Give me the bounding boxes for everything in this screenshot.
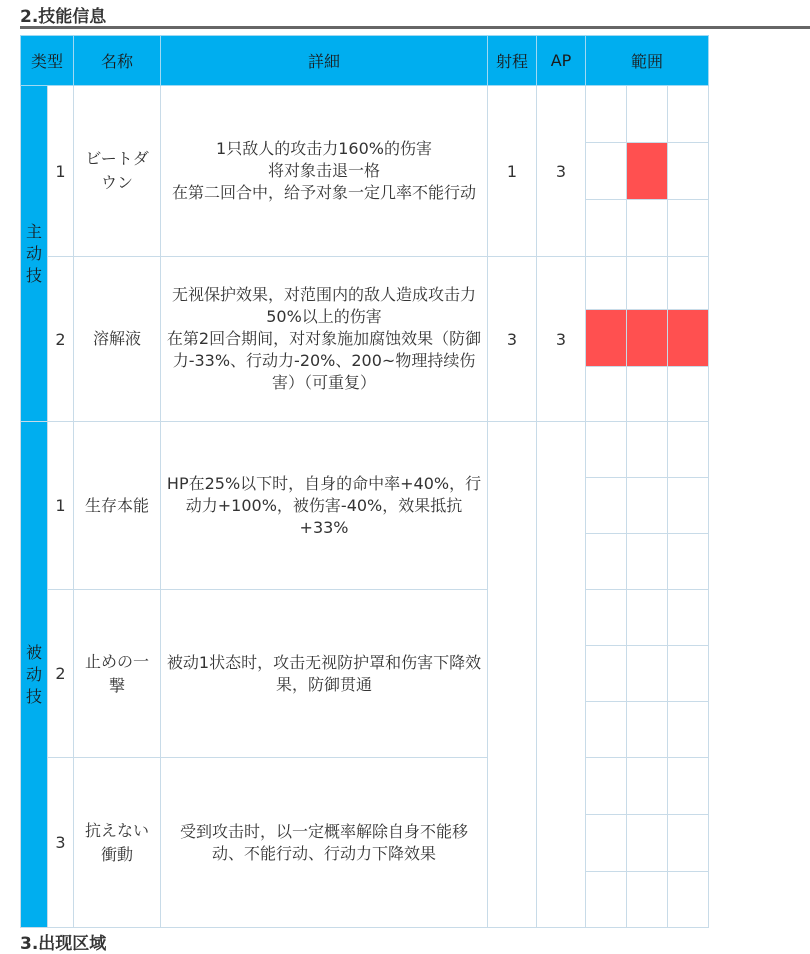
- area-cell: [668, 310, 709, 367]
- skill-name: 生存本能: [74, 422, 161, 590]
- area-cell: [668, 534, 709, 590]
- area-cell: [668, 478, 709, 534]
- skill-number: 1: [48, 422, 74, 590]
- skill-name: 止めの一撃: [74, 590, 161, 758]
- area-cell: [586, 367, 627, 422]
- area-cell: [627, 702, 668, 758]
- next-section-title: 3.出现区域: [20, 934, 107, 954]
- area-cell: [668, 143, 709, 200]
- skill-detail: HP在25%以下时，自身的命中率+40%，行动力+100%，被伤害-40%，效果抵抗+33%: [161, 422, 488, 590]
- header-range: 射程: [488, 36, 537, 86]
- area-cell: [586, 478, 627, 534]
- area-cell: [668, 200, 709, 257]
- area-cell: [627, 478, 668, 534]
- table-header-row: [21, 36, 709, 86]
- table-row: [21, 422, 709, 478]
- section-title: 2.技能信息: [20, 7, 107, 27]
- area-cell: [627, 367, 668, 422]
- section-divider: [20, 26, 810, 29]
- table-row: [21, 86, 709, 143]
- skill-range-empty: [488, 422, 537, 928]
- category-passive: 被 动 技: [21, 422, 48, 928]
- area-cell: [627, 257, 668, 310]
- header-detail: 詳細: [161, 36, 488, 86]
- skill-detail: 无视保护效果，对范围内的敌人造成攻击力50%以上的伤害 在第2回合期间，对对象施加腐蚀效果（防御力-33%、行动力-20%、200~物理持续伤害）（可重复）: [161, 257, 488, 422]
- area-cell: [627, 872, 668, 928]
- area-cell: [627, 200, 668, 257]
- header-area: 範囲: [586, 36, 709, 86]
- area-cell: [586, 815, 627, 872]
- area-cell: [668, 422, 709, 478]
- skill-detail: 受到攻击时，以一定概率解除自身不能移动、不能行动、行动力下降效果: [161, 758, 488, 928]
- area-cell: [586, 646, 627, 702]
- skill-number: 3: [48, 758, 74, 928]
- area-cell: [627, 758, 668, 815]
- area-cell: [627, 422, 668, 478]
- area-cell: [586, 872, 627, 928]
- skill-number: 1: [48, 86, 74, 257]
- area-cell: [586, 702, 627, 758]
- area-cell: [586, 257, 627, 310]
- area-cell: [627, 646, 668, 702]
- area-cell: [586, 86, 627, 143]
- skill-name: ビートダウン: [74, 86, 161, 257]
- skill-number: 2: [48, 590, 74, 758]
- area-cell: [627, 143, 668, 200]
- area-cell: [668, 257, 709, 310]
- area-cell: [627, 86, 668, 143]
- area-cell: [586, 758, 627, 815]
- area-cell: [668, 646, 709, 702]
- area-cell: [668, 872, 709, 928]
- skill-range: 1: [488, 86, 537, 257]
- area-cell: [627, 590, 668, 646]
- area-cell: [586, 590, 627, 646]
- area-cell: [627, 815, 668, 872]
- skill-name: 溶解液: [74, 257, 161, 422]
- area-cell: [586, 143, 627, 200]
- table-row: [21, 590, 709, 646]
- skill-ap-empty: [537, 422, 586, 928]
- area-cell: [627, 534, 668, 590]
- skill-ap: 3: [537, 257, 586, 422]
- skill-number: 2: [48, 257, 74, 422]
- area-cell: [668, 367, 709, 422]
- area-cell: [668, 758, 709, 815]
- area-cell: [668, 86, 709, 143]
- area-cell: [668, 815, 709, 872]
- category-active: 主 动 技: [21, 86, 48, 422]
- area-cell: [668, 702, 709, 758]
- skill-ap: 3: [537, 86, 586, 257]
- skill-name: 抗えない衝動: [74, 758, 161, 928]
- table-row: [21, 257, 709, 310]
- skills-table: [20, 35, 709, 928]
- area-cell: [627, 310, 668, 367]
- area-cell: [586, 200, 627, 257]
- skill-range: 3: [488, 257, 537, 422]
- header-ap: AP: [537, 36, 586, 86]
- area-cell: [586, 534, 627, 590]
- area-cell: [586, 422, 627, 478]
- skill-detail: 被动1状态时，攻击无视防护罩和伤害下降效果，防御贯通: [161, 590, 488, 758]
- area-cell: [586, 310, 627, 367]
- table-row: [21, 758, 709, 815]
- header-type: 类型: [21, 36, 74, 86]
- area-cell: [668, 590, 709, 646]
- header-name: 名称: [74, 36, 161, 86]
- skill-detail: 1只敌人的攻击力160%的伤害 将对象击退一格 在第二回合中，给予对象一定几率不能行动: [161, 86, 488, 257]
